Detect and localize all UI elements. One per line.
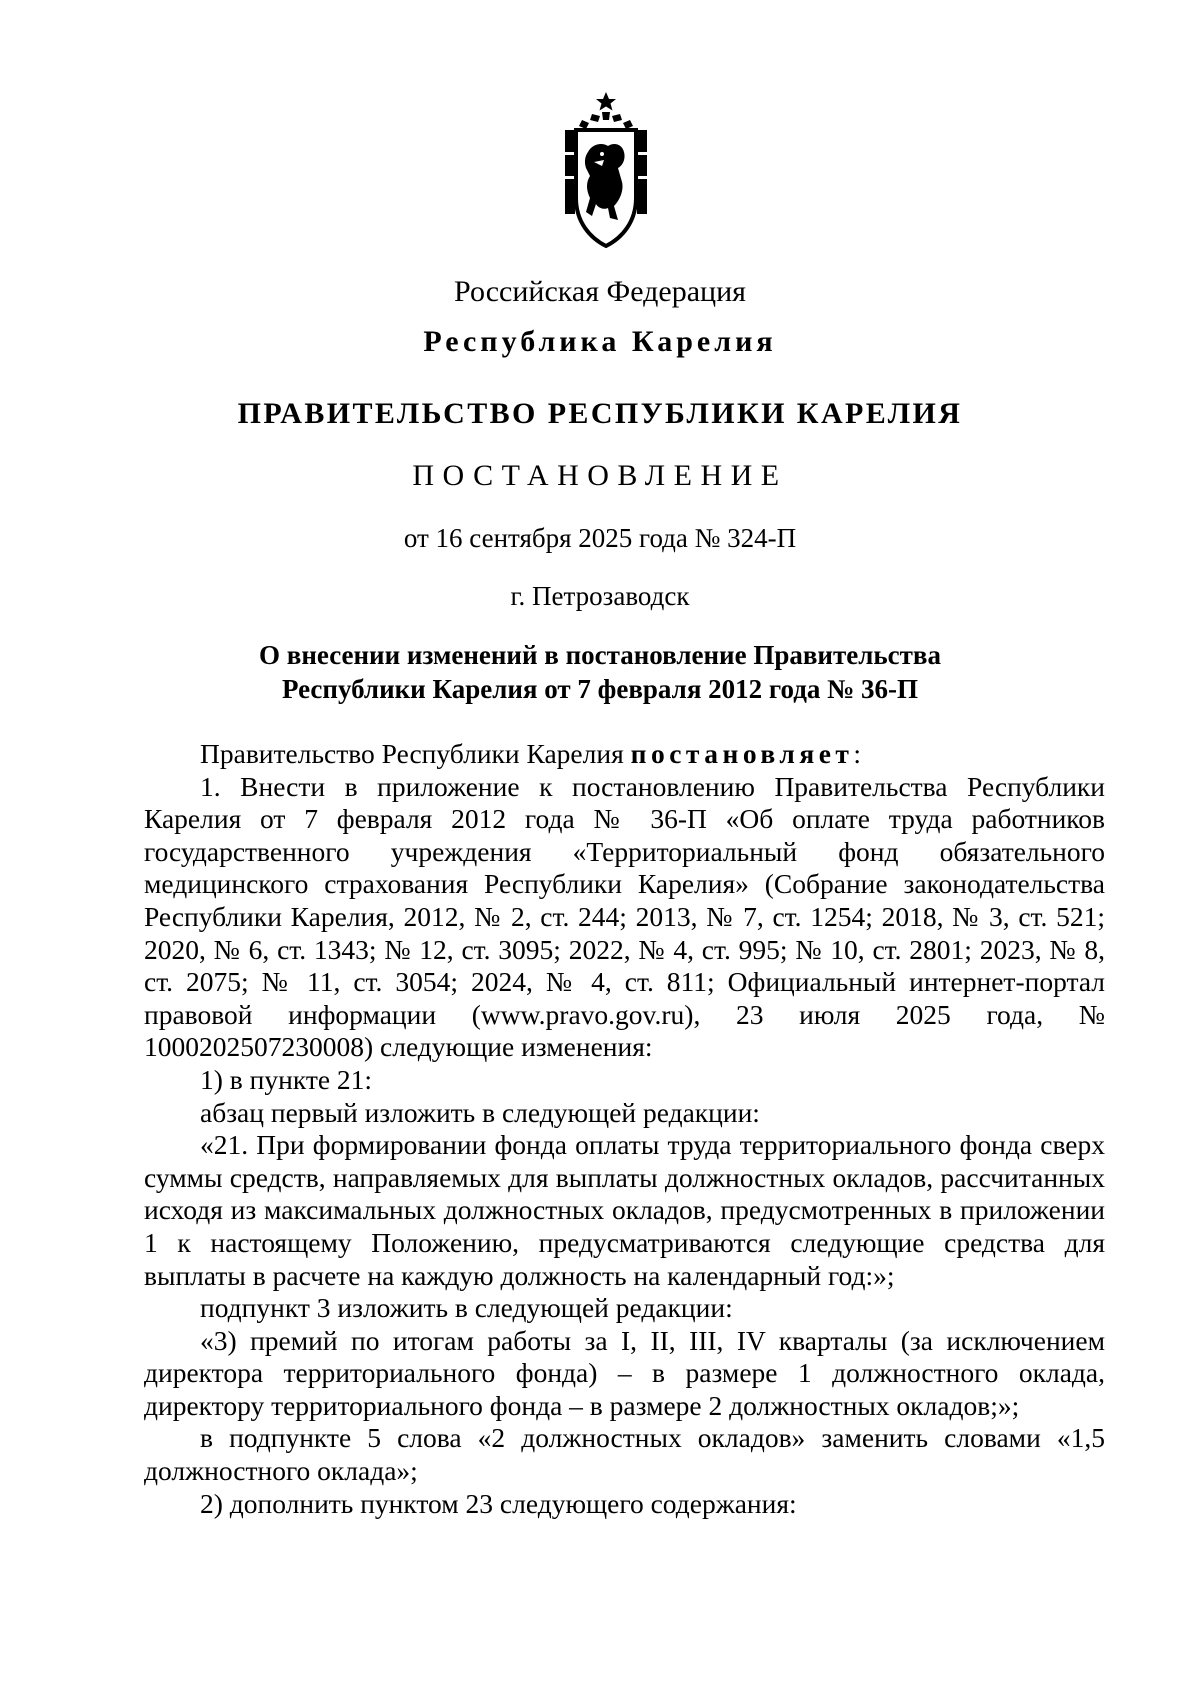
body-paragraph-8: 2) дополнить пунктом 23 следующего содержания: — [200, 1487, 797, 1519]
preamble-end: : — [853, 738, 862, 769]
government-name: ПРАВИТЕЛЬСТВО РЕСПУБЛИКИ КАРЕЛИЯ — [237, 397, 963, 430]
country-name: Российская Федерация — [454, 275, 746, 308]
body-paragraph-4: «21. При формировании фонда оплаты труда территориального фонда сверх суммы средств, направляемых для выплаты должностных окладов, рассчитанных исходя из максимальных должностных окладов, предусмотренных в приложении 1 к настоящему Положению, предусматриваются следующие средства для выплаты в расчете на каждую должность на календарный год:»; — [144, 1129, 1105, 1291]
document-type: ПОСТАНОВЛЕНИЕ — [412, 459, 788, 492]
body-paragraph-1: 1. Внести в приложение к постановлению Правительства Республики Карелия от 7 февраля 2012 года № 36-П «Об оплате труда работников государственного учреждения «Территориальный фонд обязательного медицинского страхования Республики Карелия» (Собрание законодательства Республики Карелия, 2012, № 2, ст. 244; 2013, № 7, ст. 1254; 2018, № 3, ст. 521; 2020, № 6, ст. 1343; № 12, ст. 3095; 2022, № 4, ст. 995; № 10, ст. 2801; 2023, № 8, ст. 2075; № 11, ст. 3054; 2024, № 4, ст. 811; Официальный интернет-портал правовой информации (www.pravo.gov.ru), 23 июля 2025 года, № 1000202507230008) следующие изменения: — [144, 770, 1105, 1063]
preamble-paragraph — [144, 738, 1105, 771]
body-paragraph-7: в подпункте 5 слова «2 должностных окладов» заменить словами «1,5 должностного оклада»; — [144, 1422, 1105, 1487]
karelia-coat-of-arms-icon — [562, 90, 650, 248]
document-subject — [0, 638, 1200, 706]
subject-line-2: Республики Карелия от 7 февраля 2012 года № 36-П — [281, 674, 919, 704]
document-date-number: от 16 сентября 2025 года № 324-П — [403, 523, 797, 553]
preamble-start: Правительство Республики Карелия — [200, 738, 631, 769]
body-paragraph-6: «3) премий по итогам работы за I, II, III, IV кварталы (за исключением директора территориального фонда) – в размере 1 должностного оклада, директору территориального фонда – в размере 2 должностных окладов;»; — [144, 1324, 1105, 1421]
body-paragraph-3: абзац первый изложить в следующей редакции: — [200, 1096, 760, 1128]
document-body — [144, 738, 1105, 1520]
body-paragraph-5: подпункт 3 изложить в следующей редакции: — [200, 1292, 733, 1324]
body-paragraph-2: 1) в пункте 21: — [200, 1063, 373, 1095]
subject-line-1: О внесении изменений в постановление Правительства — [259, 640, 941, 670]
document-city: г. Петрозаводск — [510, 581, 690, 611]
republic-name: Республика Карелия — [423, 325, 777, 358]
preamble-resolves: постановляет — [630, 738, 854, 769]
